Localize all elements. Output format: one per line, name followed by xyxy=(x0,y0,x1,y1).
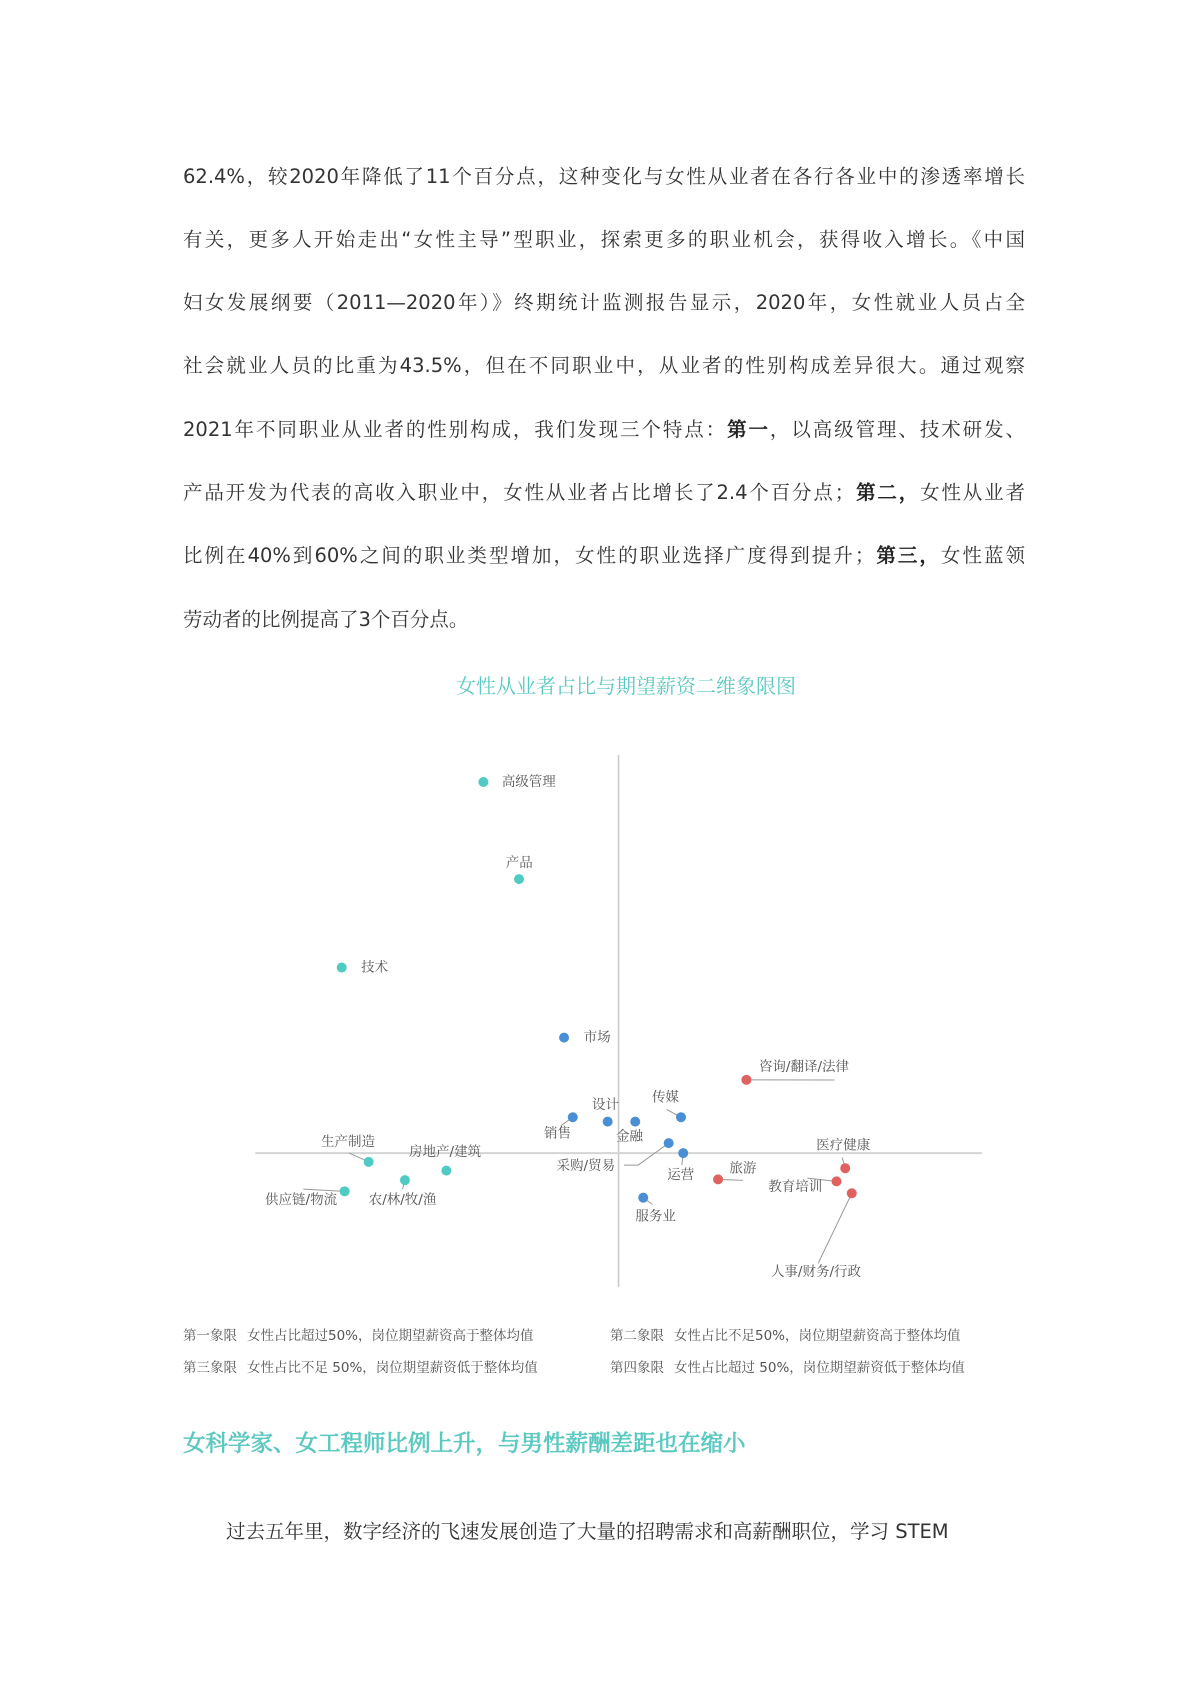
bold-keyword: 第一 xyxy=(727,418,770,441)
data-point xyxy=(478,777,488,787)
data-point xyxy=(630,1117,640,1127)
text-segment: 有关，更多人开始走出“女性主导”型职业，探索更多的职业机会，获得收入增长。《中国 xyxy=(183,228,1025,251)
leader-line xyxy=(818,1193,852,1263)
point-label: 产品 xyxy=(505,854,533,871)
point-label: 运营 xyxy=(667,1166,695,1183)
text-segment: 女性从业者 xyxy=(920,481,1025,504)
data-point xyxy=(441,1166,451,1176)
point-label: 市场 xyxy=(583,1029,611,1046)
bold-keyword: 第二， xyxy=(854,481,921,504)
data-point xyxy=(514,874,524,884)
point-label: 高级管理 xyxy=(501,774,556,791)
text-segment: 62.4%，较2020年降低了11个百分点，这种变化与女性从业者在各行各业中的渗透率增长 xyxy=(183,165,1025,188)
data-point xyxy=(832,1176,842,1186)
point-label: 农/林/牧/渔 xyxy=(368,1192,437,1208)
text-segment: 2021年不同职业从业者的性别构成，我们发现三个特点： xyxy=(183,418,728,441)
text-segment: 劳动者的比例提高了3个百分点。 xyxy=(183,608,469,631)
point-label: 医疗健康 xyxy=(816,1137,871,1154)
data-point xyxy=(847,1188,857,1198)
text-segment: 比例在40%到60%之间的职业类型增加，女性的职业选择广度得到提升； xyxy=(183,544,875,567)
point-label: 供应链/物流 xyxy=(265,1192,338,1208)
point-label: 教育培训 xyxy=(768,1178,823,1195)
point-label: 销售 xyxy=(543,1125,571,1142)
section-heading: 女科学家、女工程师比例上升，与男性薪酬差距也在缩小 xyxy=(183,1431,746,1457)
data-point xyxy=(638,1193,648,1203)
data-point xyxy=(664,1138,674,1148)
point-label: 传媒 xyxy=(651,1089,679,1106)
point-label: 房地产/建筑 xyxy=(409,1144,482,1160)
text-segment: 妇女发展纲要（2011—2020年）》终期统计监测报告显示，2020年，女性就业人员占全 xyxy=(183,291,1025,314)
data-point xyxy=(400,1175,410,1185)
text-segment: 社会就业人员的比重为43.5%，但在不同职业中，从业者的性别构成差异很大。通过观察 xyxy=(183,354,1025,377)
data-point xyxy=(568,1112,578,1122)
point-label: 旅游 xyxy=(729,1160,757,1177)
point-label: 咨询/翻译/法律 xyxy=(758,1058,850,1075)
quadrant-note-2: 第二象限 女性占比不足50%，岗位期望薪资高于整体均值 xyxy=(610,1328,961,1344)
point-label: 技术 xyxy=(361,959,389,976)
text-segment: 产品开发为代表的高收入职业中，女性从业者占比增长了2.4个百分点； xyxy=(183,481,855,504)
data-point xyxy=(741,1075,751,1085)
leader-line xyxy=(303,1189,344,1191)
quadrant-note-1: 第一象限 女性占比超过50%，岗位期望薪资高于整体均值 xyxy=(183,1328,534,1344)
section-paragraph: 过去五年里，数字经济的飞速发展创造了大量的招聘需求和高薪酬职位，学习 STEM xyxy=(226,1520,949,1543)
data-point xyxy=(559,1033,569,1043)
data-point xyxy=(340,1186,350,1196)
text-segment: 女性蓝领 xyxy=(940,544,1025,567)
point-label: 生产制造 xyxy=(321,1134,375,1151)
point-label: 人事/财务/行政 xyxy=(770,1264,862,1280)
bold-keyword: 第三， xyxy=(874,544,941,567)
chart-title: 女性从业者占比与期望薪资二维象限图 xyxy=(456,674,796,698)
quadrant-note-3: 第三象限 女性占比不足 50%，岗位期望薪资低于整体均值 xyxy=(183,1360,538,1376)
point-label: 服务业 xyxy=(635,1208,676,1225)
text-segment: ，以高级管理、技术研发、 xyxy=(769,418,1025,441)
point-label: 设计 xyxy=(591,1097,619,1114)
data-point xyxy=(678,1148,688,1158)
point-label: 采购/贸易 xyxy=(556,1158,616,1175)
data-point xyxy=(337,963,347,973)
data-point xyxy=(840,1163,850,1173)
quadrant-note-4: 第四象限 女性占比超过 50%，岗位期望薪资低于整体均值 xyxy=(610,1360,965,1376)
data-point xyxy=(364,1157,374,1167)
point-label: 金融 xyxy=(615,1128,643,1145)
data-point xyxy=(603,1117,613,1127)
data-point xyxy=(676,1112,686,1122)
data-point xyxy=(713,1174,723,1184)
leader-line xyxy=(624,1143,669,1165)
